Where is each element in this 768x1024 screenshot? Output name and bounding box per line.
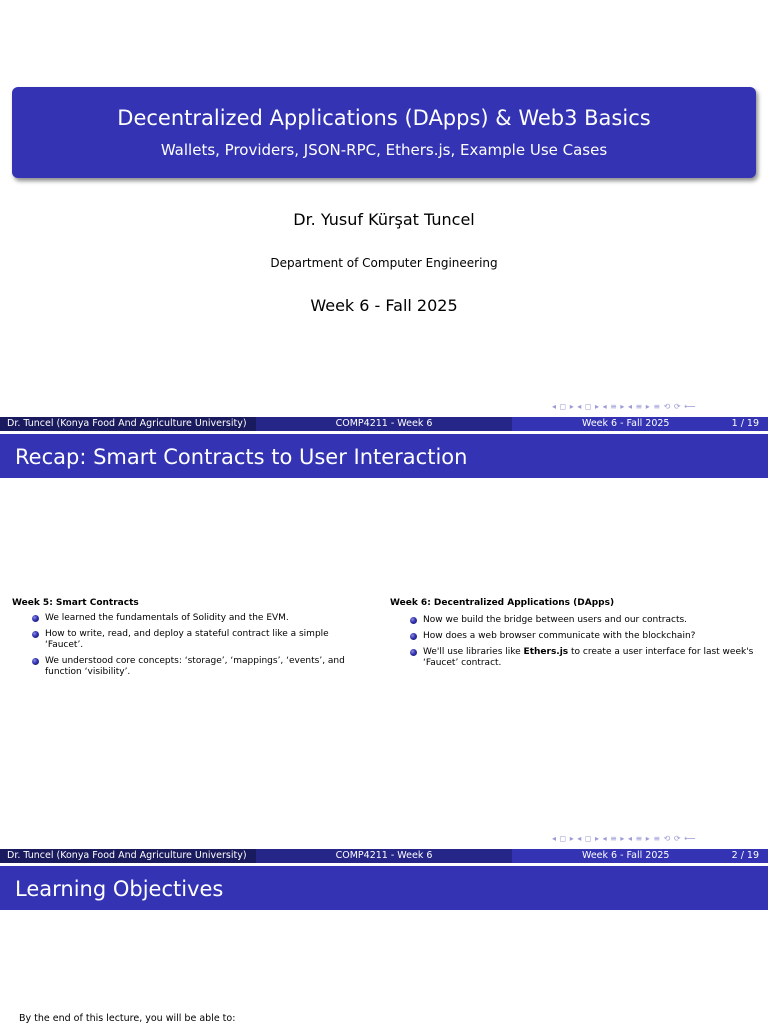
right-column-list bbox=[406, 615, 756, 674]
footer-course: COMP4211 - Week 6 bbox=[335, 418, 433, 429]
beamer-navigation-icons[interactable]: ◂ ◻ ▸ ◂ ◻ ▸ ◂ ≡ ▸ ◂ ≡ ▸ ≡ ⟲ ⟳ ⟵ bbox=[552, 834, 697, 843]
presentation-title: Decentralized Applications (DApps) & Web3 Basics bbox=[117, 106, 651, 130]
institute-name: Department of Computer Engineering bbox=[270, 256, 498, 270]
frame-title-bar bbox=[0, 434, 768, 478]
footer-bar bbox=[0, 849, 768, 863]
footer-page-number: 2 / 19 bbox=[731, 850, 759, 861]
list-item: We'll use libraries like Ethers.js to create a user interface for last week's ‘Faucet’ contract. bbox=[406, 647, 756, 669]
title-box bbox=[12, 87, 756, 178]
frame-title-bar bbox=[0, 866, 768, 910]
frame-title: Recap: Smart Contracts to User Interaction bbox=[15, 445, 468, 469]
footer-date: Week 6 - Fall 2025 bbox=[582, 418, 670, 429]
author-name: Dr. Yusuf Kürşat Tuncel bbox=[293, 210, 475, 229]
bullet-icon bbox=[32, 631, 39, 638]
bullet-icon bbox=[32, 658, 39, 665]
ethersjs-emphasis: Ethers.js bbox=[523, 647, 569, 657]
beamer-navigation-icons[interactable]: ◂ ◻ ▸ ◂ ◻ ▸ ◂ ≡ ▸ ◂ ≡ ▸ ≡ ⟲ ⟳ ⟵ bbox=[552, 402, 697, 411]
list-item: We understood core concepts: ‘storage’, ‘mappings’, ‘events’, and function ‘visibility’. bbox=[28, 656, 368, 678]
frame-title: Learning Objectives bbox=[15, 877, 224, 901]
footer-date: Week 6 - Fall 2025 bbox=[582, 850, 670, 861]
list-item: How does a web browser communicate with the blockchain? bbox=[406, 631, 756, 642]
list-item: Now we build the bridge between users and our contracts. bbox=[406, 615, 756, 626]
footer-bar bbox=[0, 417, 768, 431]
objectives-intro: By the end of this lecture, you will be able to: bbox=[19, 1013, 236, 1024]
footer-page-number: 1 / 19 bbox=[731, 418, 759, 429]
footer-author: Dr. Tuncel (Konya Food And Agriculture University) bbox=[7, 418, 247, 429]
bullet-icon bbox=[32, 615, 39, 622]
bullet-icon bbox=[410, 649, 417, 656]
left-column-heading: Week 5: Smart Contracts bbox=[12, 598, 139, 608]
presentation-date: Week 6 - Fall 2025 bbox=[310, 296, 458, 315]
footer-author: Dr. Tuncel (Konya Food And Agriculture University) bbox=[7, 850, 247, 861]
footer-course: COMP4211 - Week 6 bbox=[335, 850, 433, 861]
bullet-icon bbox=[410, 617, 417, 624]
left-column-list bbox=[28, 613, 368, 683]
presentation-subtitle: Wallets, Providers, JSON-RPC, Ethers.js, Example Use Cases bbox=[160, 141, 608, 159]
list-item: How to write, read, and deploy a stateful contract like a simple ‘Faucet’. bbox=[28, 629, 368, 651]
list-item: We learned the fundamentals of Solidity and the EVM. bbox=[28, 613, 368, 624]
bullet-icon bbox=[410, 633, 417, 640]
right-column-heading: Week 6: Decentralized Applications (DApps) bbox=[390, 598, 615, 608]
